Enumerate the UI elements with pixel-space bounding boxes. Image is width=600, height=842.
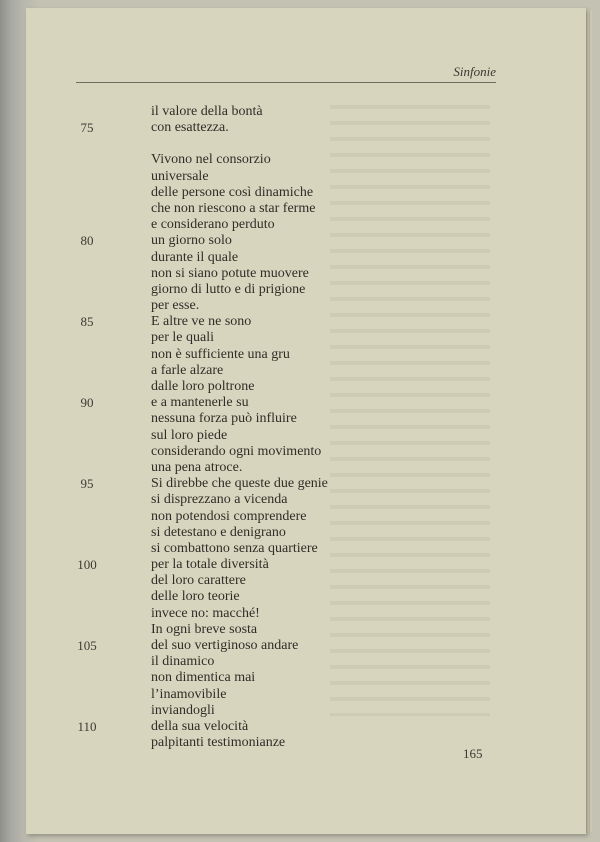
verse-line: considerando ogni movimento	[151, 443, 322, 459]
line-number: 85	[80, 314, 94, 330]
verse-line: In ogni breve sosta	[151, 621, 258, 637]
verse-line: non dimentica mai	[151, 670, 256, 686]
verse-line: delle persone così dinamiche	[151, 184, 314, 200]
page-number: 165	[463, 746, 483, 761]
stanza-break	[151, 136, 328, 152]
header-rule	[76, 82, 496, 83]
verse-line: un giorno solo	[151, 233, 232, 249]
verse-line: con esattezza.	[151, 120, 229, 136]
line-number: 95	[80, 476, 94, 492]
verse-line: per la totale diversità	[151, 557, 269, 573]
verse-line: palpitanti testimonianze	[151, 735, 286, 751]
verse-line: per esse.	[151, 298, 200, 314]
verse-line: nessuna forza può influire	[151, 411, 297, 427]
verse-line: non potendosi comprendere	[151, 508, 307, 524]
line-number: 75	[80, 120, 94, 136]
verse-line: delle loro teorie	[151, 589, 240, 605]
verse-line: Vivono nel consorzio	[151, 152, 271, 168]
verse-line: non si siano potute muovere	[151, 265, 309, 281]
verse-line: del loro carattere	[151, 573, 246, 589]
verse-line: l’inamovibile	[151, 686, 227, 702]
show-through-text	[330, 96, 490, 716]
poem-text	[151, 104, 328, 751]
verse-line: una pena atroce.	[151, 459, 243, 475]
line-number: 90	[80, 395, 94, 411]
verse-line: Si direbbe che queste due genie	[151, 476, 328, 492]
verse-line: si combattono senza quartiere	[151, 540, 318, 556]
verse-line: E altre ve ne sono	[151, 314, 252, 330]
verse-line: si disprezzano a vicenda	[151, 492, 288, 508]
verse-line: giorno di lutto e di prigione	[151, 281, 306, 297]
line-number: 80	[80, 233, 94, 249]
verse-line: il dinamico	[151, 654, 215, 670]
verse-line: e considerano perduto	[151, 217, 275, 233]
verse-line: della sua velocità	[151, 718, 249, 734]
verse-line: per le quali	[151, 330, 214, 346]
line-number: 110	[77, 719, 97, 735]
line-number: 100	[77, 557, 97, 573]
verse-line: il valore della bontà	[151, 104, 263, 119]
verse-line: non è sufficiente una gru	[151, 346, 290, 362]
verse-line: universale	[151, 168, 209, 184]
verse-line: inviandogli	[151, 702, 215, 718]
running-head: Sinfonie	[453, 64, 496, 79]
line-number: 105	[77, 638, 97, 654]
verse-line: si detestano e denigrano	[151, 524, 286, 540]
verse-line: che non riescono a star ferme	[151, 200, 316, 216]
verse-line: durante il quale	[151, 249, 239, 265]
verse-line: e a mantenerle su	[151, 395, 249, 411]
verse-line: del suo vertiginoso andare	[151, 638, 299, 653]
verse-line: invece no: macché!	[151, 605, 260, 621]
verse-line: a farle alzare	[151, 362, 224, 378]
verse-line: sul loro piede	[151, 427, 228, 443]
verse-line: dalle loro poltrone	[151, 379, 255, 394]
